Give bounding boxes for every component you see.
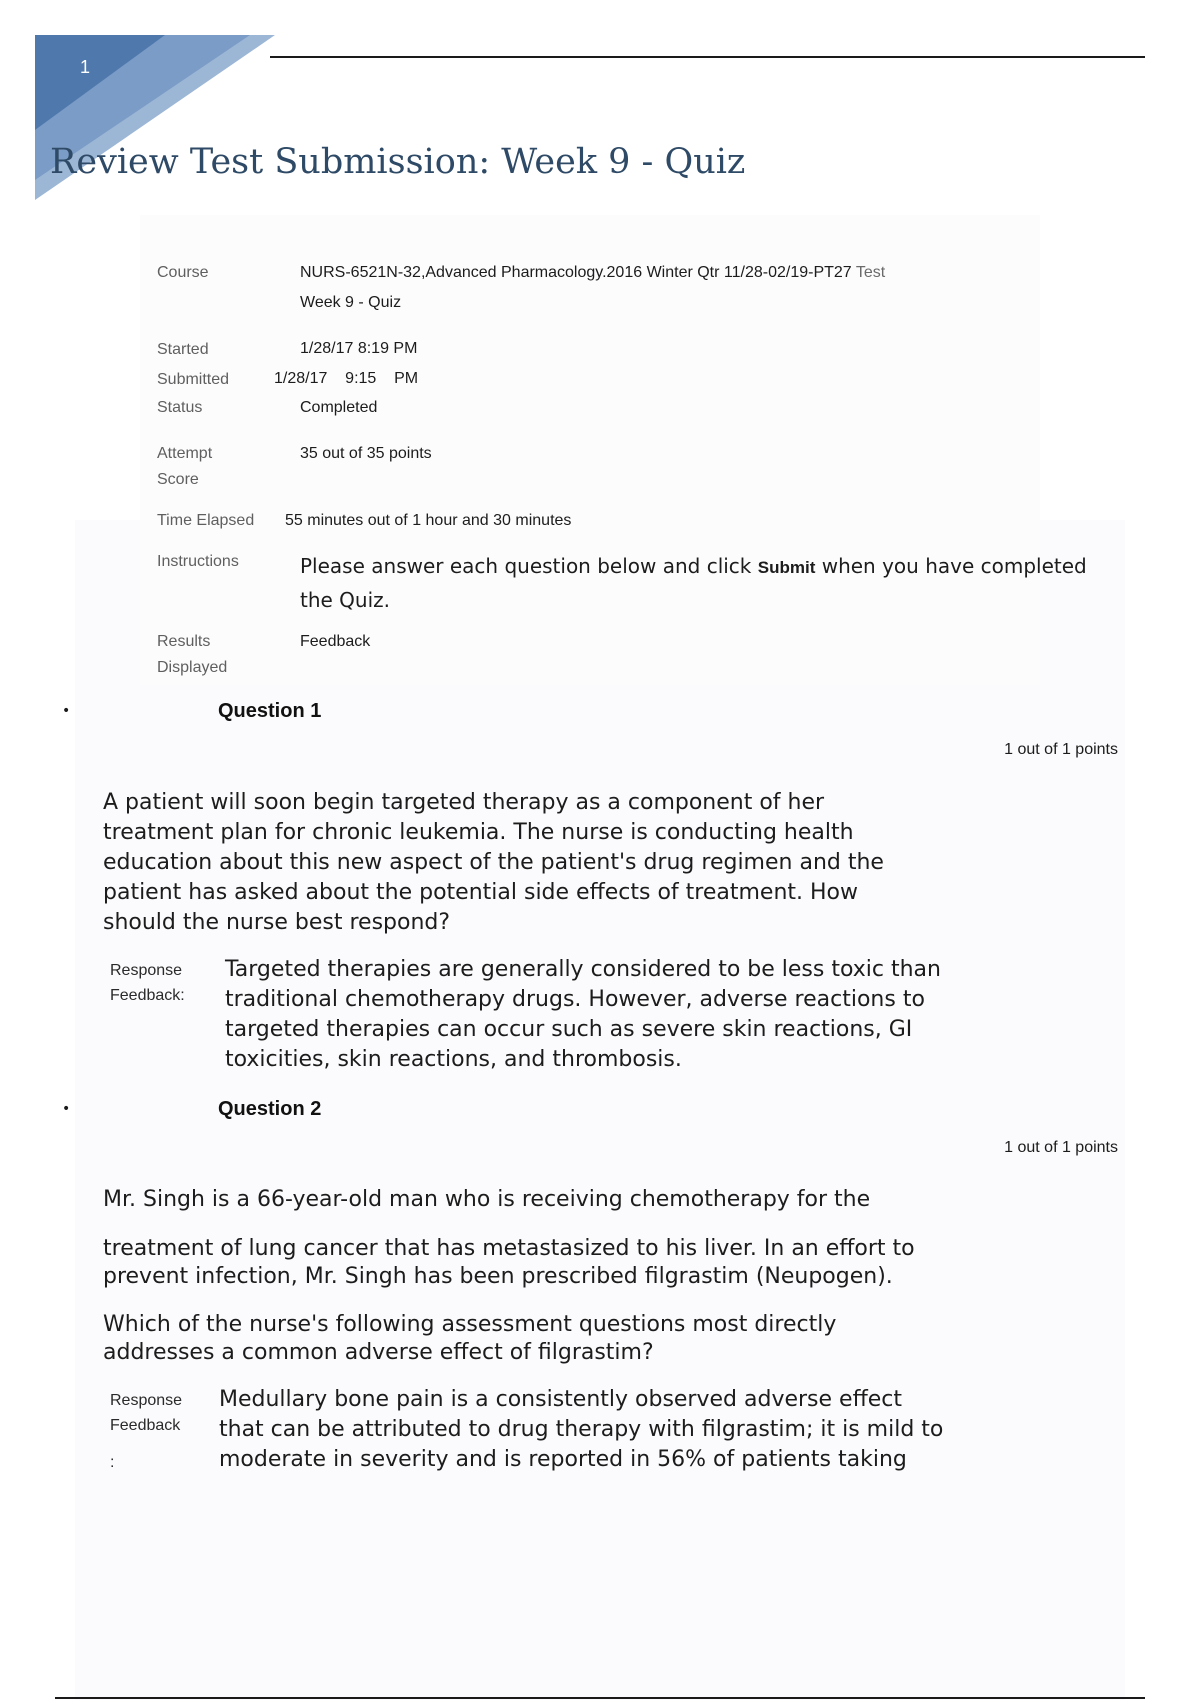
question-1-text-line: should the nurse best respond? [103,910,451,935]
question-2-text-line-3: prevent infection, Mr. Singh has been prescribed filgrastim (Neupogen). [103,1264,893,1289]
question-2-feedback-text [219,1385,943,1475]
results-displayed-label [157,629,227,681]
feedback-label-line2: Feedback [110,1417,181,1434]
course-label: Course [157,264,209,281]
status-value: Completed [300,399,378,416]
time-elapsed-value: 55 minutes out of 1 hour and 30 minutes [285,512,572,529]
question-2-feedback-line: that can be attributed to drug therapy with filgrastim; it is mild to [219,1417,944,1442]
question-1-text-line: patient has asked about the potential side effects of treatment. How [103,880,858,905]
attempt-score-label [157,441,212,493]
question-1-points: 1 out of 1 points [1004,741,1118,758]
instructions-text [300,550,1100,616]
started-label: Started [157,341,209,358]
feedback-label-line1: Response [110,962,183,979]
time-elapsed-label: Time Elapsed [157,512,255,529]
question-2-bullet: • [62,1101,71,1117]
question-1-text-line: A patient will soon begin targeted therapy as a component of her [103,790,825,815]
question-2-text-line-2: treatment of lung cancer that has metastasized to his liver. In an effort to [103,1236,915,1261]
question-2-title: Question 2 [218,1098,322,1120]
question-2-text-line-1: Mr. Singh is a 66-year-old man who is receiving chemotherapy for the [103,1187,871,1212]
question-1-feedback-line: traditional chemotherapy drugs. However, adverse reactions to [225,987,925,1012]
attempt-label-line2: Score [157,471,199,488]
question-1-feedback-line: targeted therapies can occur such as severe skin reactions, GI [225,1017,913,1042]
question-1-feedback-label [110,958,185,1008]
question-2-feedback-line: moderate in severity and is reported in 56% of patients taking [219,1447,907,1472]
question-2-text-line-5: addresses a common adverse effect of filgrastim? [103,1340,654,1365]
question-1-feedback-text [225,955,941,1075]
question-1-feedback-line: toxicities, skin reactions, and thrombosis. [225,1047,682,1072]
feedback-label-line1: Response [110,1392,183,1409]
instructions-submit-word: Submit [757,558,816,577]
question-1-feedback-line: Targeted therapies are generally considered to be less toxic than [225,957,941,982]
submitted-label: Submitted [157,371,230,388]
results-displayed-value: Feedback [300,633,371,650]
header-rule [270,56,1145,58]
feedback-label-line3: : [110,1454,115,1471]
page-title: Review Test Submission: Week 9 - Quiz [50,142,746,182]
instructions-label: Instructions [157,553,239,570]
instructions-text-after: when you have completed the Quiz. [300,554,1087,612]
question-2-feedback-line: Medullary bone pain is a consistently observed adverse effect [219,1387,902,1412]
attempt-label-line1: Attempt [157,445,213,462]
question-2-text-line-4: Which of the nurse's following assessment questions most directly [103,1312,837,1337]
started-value: 1/28/17 8:19 PM [300,340,418,357]
feedback-label-line2: Feedback: [110,987,185,1004]
status-label: Status [157,399,203,416]
course-value [300,258,885,288]
submitted-value: 1/28/17 9:15 PM [274,370,419,387]
question-1-bullet: • [62,703,71,719]
question-2-points: 1 out of 1 points [1004,1139,1118,1156]
course-name: NURS-6521N-32,Advanced Pharmacology.2016 Winter Qtr 11/28-02/19-PT27 [300,264,852,281]
instructions-text-before: Please answer each question below and click [300,554,758,578]
question-1-text-line: treatment plan for chronic leukemia. The nurse is conducting health [103,820,854,845]
attempt-score-value: 35 out of 35 points [300,445,432,462]
question-2-feedback-label [110,1388,182,1475]
test-name: Week 9 - Quiz [300,294,402,311]
results-label-line1: Results [157,633,211,650]
question-1-text-line: education about this new aspect of the patient's drug regimen and the [103,850,884,875]
footer-rule [55,1697,1145,1699]
question-1-text [103,788,1003,938]
page-number: 1 [80,57,91,77]
course-test-suffix: Test [855,264,886,281]
question-1-title: Question 1 [218,700,322,722]
results-label-line2: Displayed [157,659,228,676]
